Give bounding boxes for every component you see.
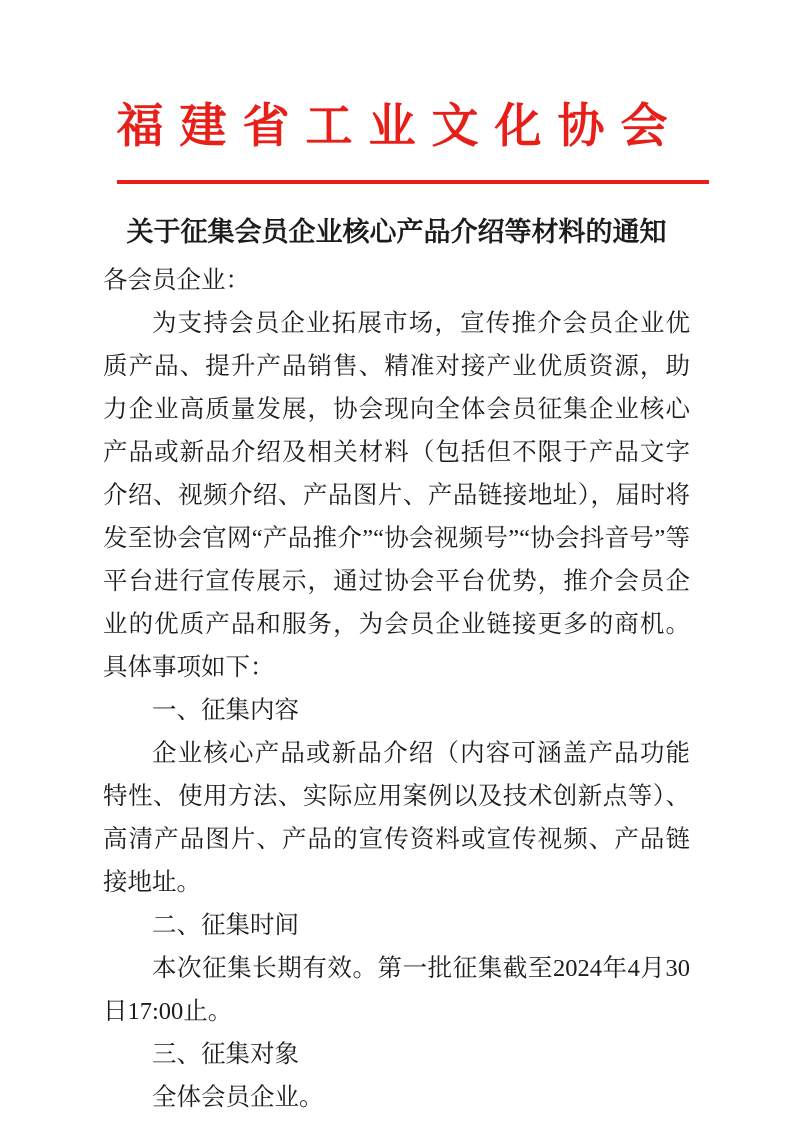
- paragraph-section-3: 全体会员企业。: [152, 1084, 324, 1111]
- paragraph-section-2: 本次征集长期有效。第一批征集截至2024年4月30日17:00止。: [103, 955, 690, 1025]
- paragraph-intro: 为支持会员企业拓展市场，宣传推介会员企业优质产品、提升产品销售、精准对接产业优质资源，助力企业高质量发展，协会现向全体会员征集企业核心产品或新品介绍及相关材料（包括但不限于产品文字介绍、视频介绍、产品图片、产品链接地址），届时将发至协会官网“产品推介”“协会视频号”“协会抖音号”等平台进行宣传展示，通过协会平台优势，推介会员企业的优质产品和服务，为会员企业链接更多的商机。具体事项如下：: [103, 310, 690, 681]
- section-heading-1: 一、征集内容: [152, 697, 299, 724]
- letterhead: [0, 0, 800, 184]
- section-heading-2: 二、征集时间: [152, 912, 299, 939]
- notice-title: 关于征集会员企业核心产品介绍等材料的通知: [126, 217, 667, 247]
- notice-body: [0, 184, 800, 1119]
- paragraph-section-1: 企业核心产品或新品介绍（内容可涵盖产品功能特性、使用方法、实际应用案例以及技术创新点等）、高清产品图片、产品的宣传资料或宣传视频、产品链接地址。: [103, 740, 690, 896]
- section-heading-3: 三、征集对象: [152, 1041, 299, 1068]
- org-name: 福建省工业文化协会: [116, 101, 684, 153]
- salutation: 各会员企业：: [103, 267, 250, 294]
